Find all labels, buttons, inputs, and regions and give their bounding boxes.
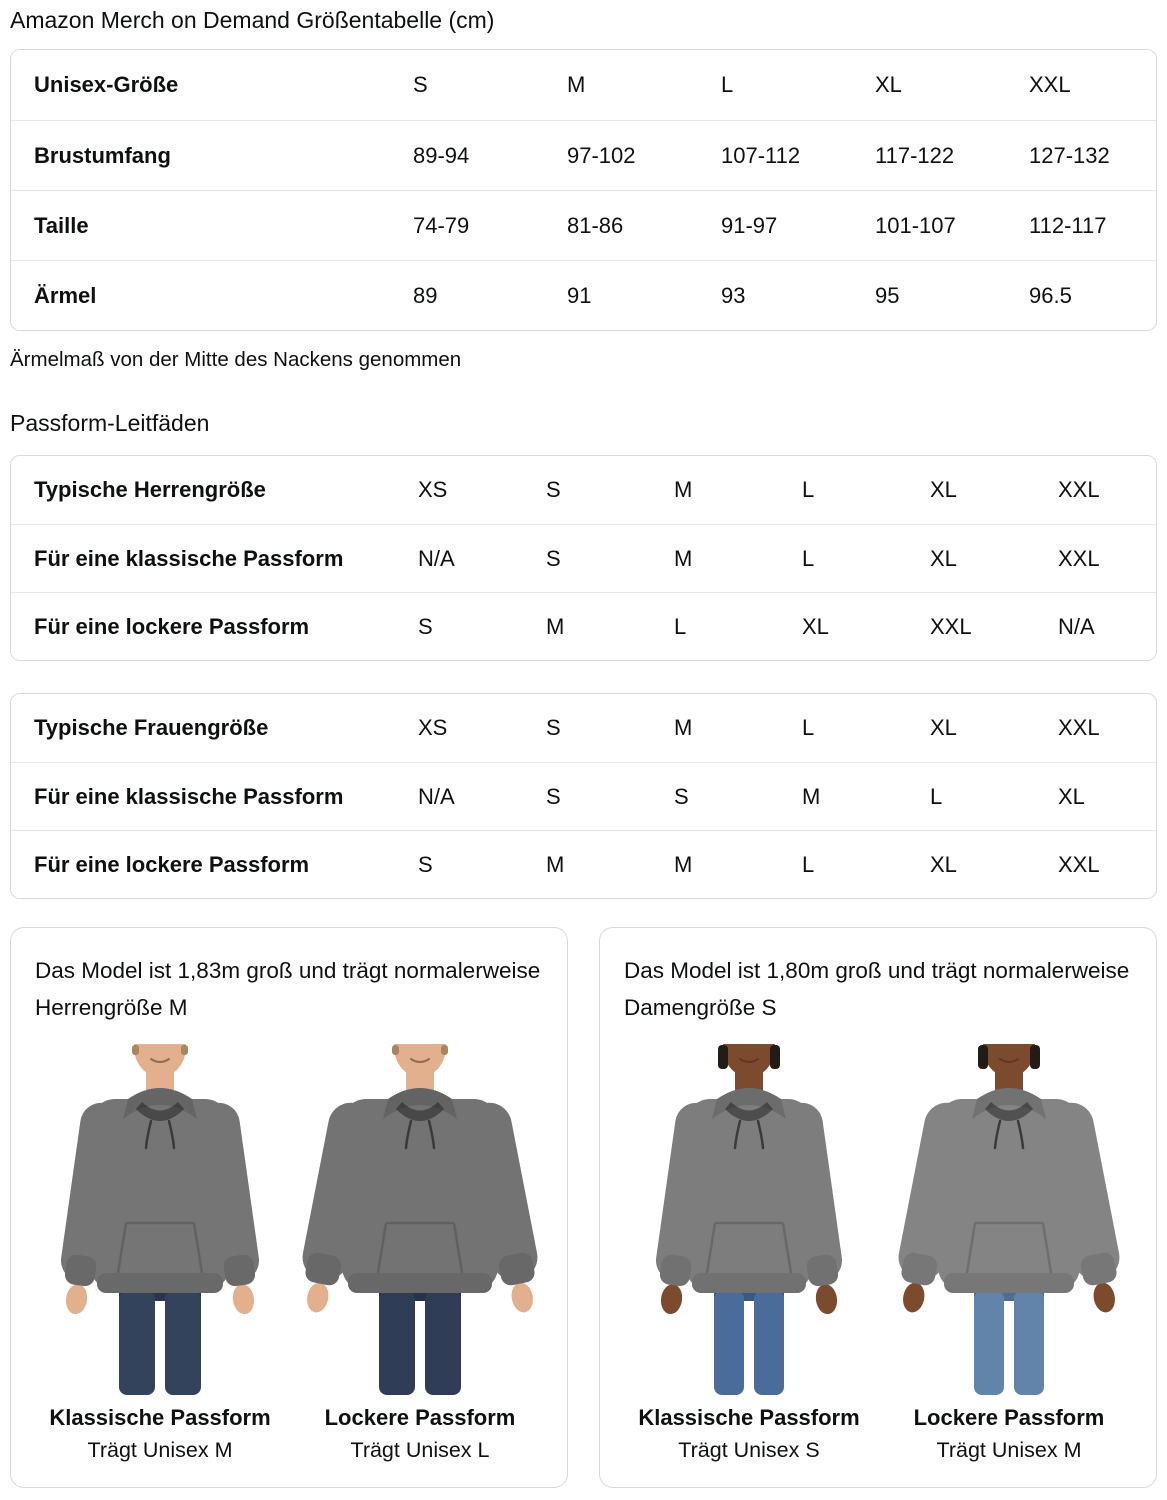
size-value: L [802, 715, 815, 740]
table-row [11, 50, 1156, 120]
size-value: XL [1058, 783, 1085, 809]
hoodie-model-photo [884, 1044, 1134, 1396]
unisex-size-table [10, 49, 1157, 331]
fit-caption: Klassische Passform [49, 1405, 271, 1430]
size-value: L [802, 851, 815, 877]
size-value: XL [930, 545, 957, 571]
womens-fit-table [10, 693, 1157, 899]
fit-size-worn: Trägt Unisex L [350, 1438, 490, 1462]
size-value: 93 [721, 282, 746, 308]
model-figure-classic-fit [35, 1044, 285, 1463]
page-title: Amazon Merch on Demand Größentabelle (cm) [10, 7, 495, 33]
row-label: Für eine klassische Passform [34, 783, 344, 809]
size-value: L [802, 545, 815, 571]
size-value: 89 [413, 282, 438, 308]
size-value: M [567, 72, 586, 97]
model-description: Das Model ist 1,80m groß und trägt normalerweise Damengröße S [624, 958, 1130, 1020]
size-value: M [674, 477, 693, 502]
size-value: N/A [1058, 613, 1095, 639]
fit-caption: Lockere Passform [324, 1405, 516, 1430]
size-value: N/A [418, 545, 455, 571]
size-value: L [674, 613, 687, 639]
size-value: 117-122 [875, 142, 955, 168]
table-row [11, 830, 1156, 898]
fit-size-worn: Trägt Unisex S [678, 1438, 820, 1462]
size-value: XL [930, 477, 957, 502]
mens-fit-table [10, 455, 1157, 661]
hoodie-model-photo [35, 1044, 285, 1396]
size-value: XXL [1058, 545, 1100, 571]
row-label: Typische Herrengröße [34, 477, 266, 502]
table-row [11, 120, 1156, 190]
size-value: S [546, 783, 561, 809]
fit-caption: Lockere Passform [913, 1405, 1105, 1430]
size-value: XS [418, 477, 448, 502]
size-value: 74-79 [413, 212, 470, 238]
size-value: S [418, 613, 433, 639]
size-value: S [546, 477, 561, 502]
size-value: XXL [930, 613, 972, 639]
size-value: XL [875, 72, 902, 97]
size-value: L [721, 72, 734, 97]
size-value: S [418, 851, 433, 877]
size-value: L [802, 477, 815, 502]
model-description: Das Model ist 1,83m groß und trägt normalerweise Herrengröße M [35, 958, 541, 1020]
row-label: Für eine klassische Passform [34, 545, 344, 571]
sleeve-measure-note: Ärmelmaß von der Mitte des Nackens genommen [10, 348, 462, 371]
size-value: 96.5 [1029, 282, 1072, 308]
size-value: 101-107 [875, 212, 956, 238]
size-value: M [546, 613, 565, 639]
size-value: XS [418, 715, 448, 740]
row-label: Typische Frauengröße [34, 715, 269, 740]
womens-model-card [599, 927, 1157, 1488]
model-figure-loose-fit [884, 1044, 1134, 1463]
size-value: XL [802, 613, 829, 639]
size-value: M [546, 851, 565, 877]
size-value: 81-86 [567, 212, 624, 238]
size-value: M [674, 715, 693, 740]
size-value: 91 [567, 282, 592, 308]
size-value: XXL [1058, 851, 1100, 877]
table-row [11, 762, 1156, 830]
size-value: L [930, 783, 943, 809]
hoodie-model-photo [624, 1044, 874, 1396]
row-label: Für eine lockere Passform [34, 613, 310, 639]
row-label: Unisex-Größe [34, 72, 179, 97]
size-value: XXL [1029, 72, 1071, 97]
fit-guides-heading: Passform-Leitfäden [10, 410, 210, 436]
figure-row [624, 1044, 1134, 1463]
table-row [11, 190, 1156, 260]
size-value: M [674, 545, 693, 571]
size-value: 107-112 [721, 142, 801, 168]
model-cards [10, 927, 1157, 1488]
size-value: 91-97 [721, 212, 778, 238]
size-value: XL [930, 851, 957, 877]
size-value: M [674, 851, 693, 877]
row-label: Für eine lockere Passform [34, 851, 310, 877]
table-row [11, 524, 1156, 592]
fit-size-worn: Trägt Unisex M [936, 1438, 1082, 1462]
row-label: Brustumfang [34, 142, 171, 168]
table-row [11, 694, 1156, 762]
size-value: S [546, 715, 561, 740]
size-value: 89-94 [413, 142, 470, 168]
size-value: N/A [418, 783, 455, 809]
size-value: XL [930, 715, 957, 740]
size-value: XXL [1058, 477, 1100, 502]
size-value: 112-117 [1029, 212, 1107, 238]
table-row [11, 592, 1156, 660]
size-value: 97-102 [567, 142, 636, 168]
size-value: 127-132 [1029, 142, 1110, 168]
size-value: S [413, 72, 428, 97]
figure-row [35, 1044, 545, 1463]
row-label: Taille [34, 212, 89, 238]
size-value: S [546, 545, 561, 571]
fit-size-worn: Trägt Unisex M [87, 1438, 233, 1462]
row-label: Ärmel [34, 282, 97, 308]
size-value: M [802, 783, 821, 809]
model-figure-loose-fit [295, 1044, 545, 1463]
mens-model-card [10, 927, 568, 1488]
model-figure-classic-fit [624, 1044, 874, 1463]
size-value: S [674, 783, 689, 809]
table-row [11, 260, 1156, 330]
table-row [11, 456, 1156, 524]
size-value: XXL [1058, 715, 1100, 740]
size-value: 95 [875, 282, 900, 308]
fit-caption: Klassische Passform [638, 1405, 860, 1430]
hoodie-model-photo [295, 1044, 545, 1396]
